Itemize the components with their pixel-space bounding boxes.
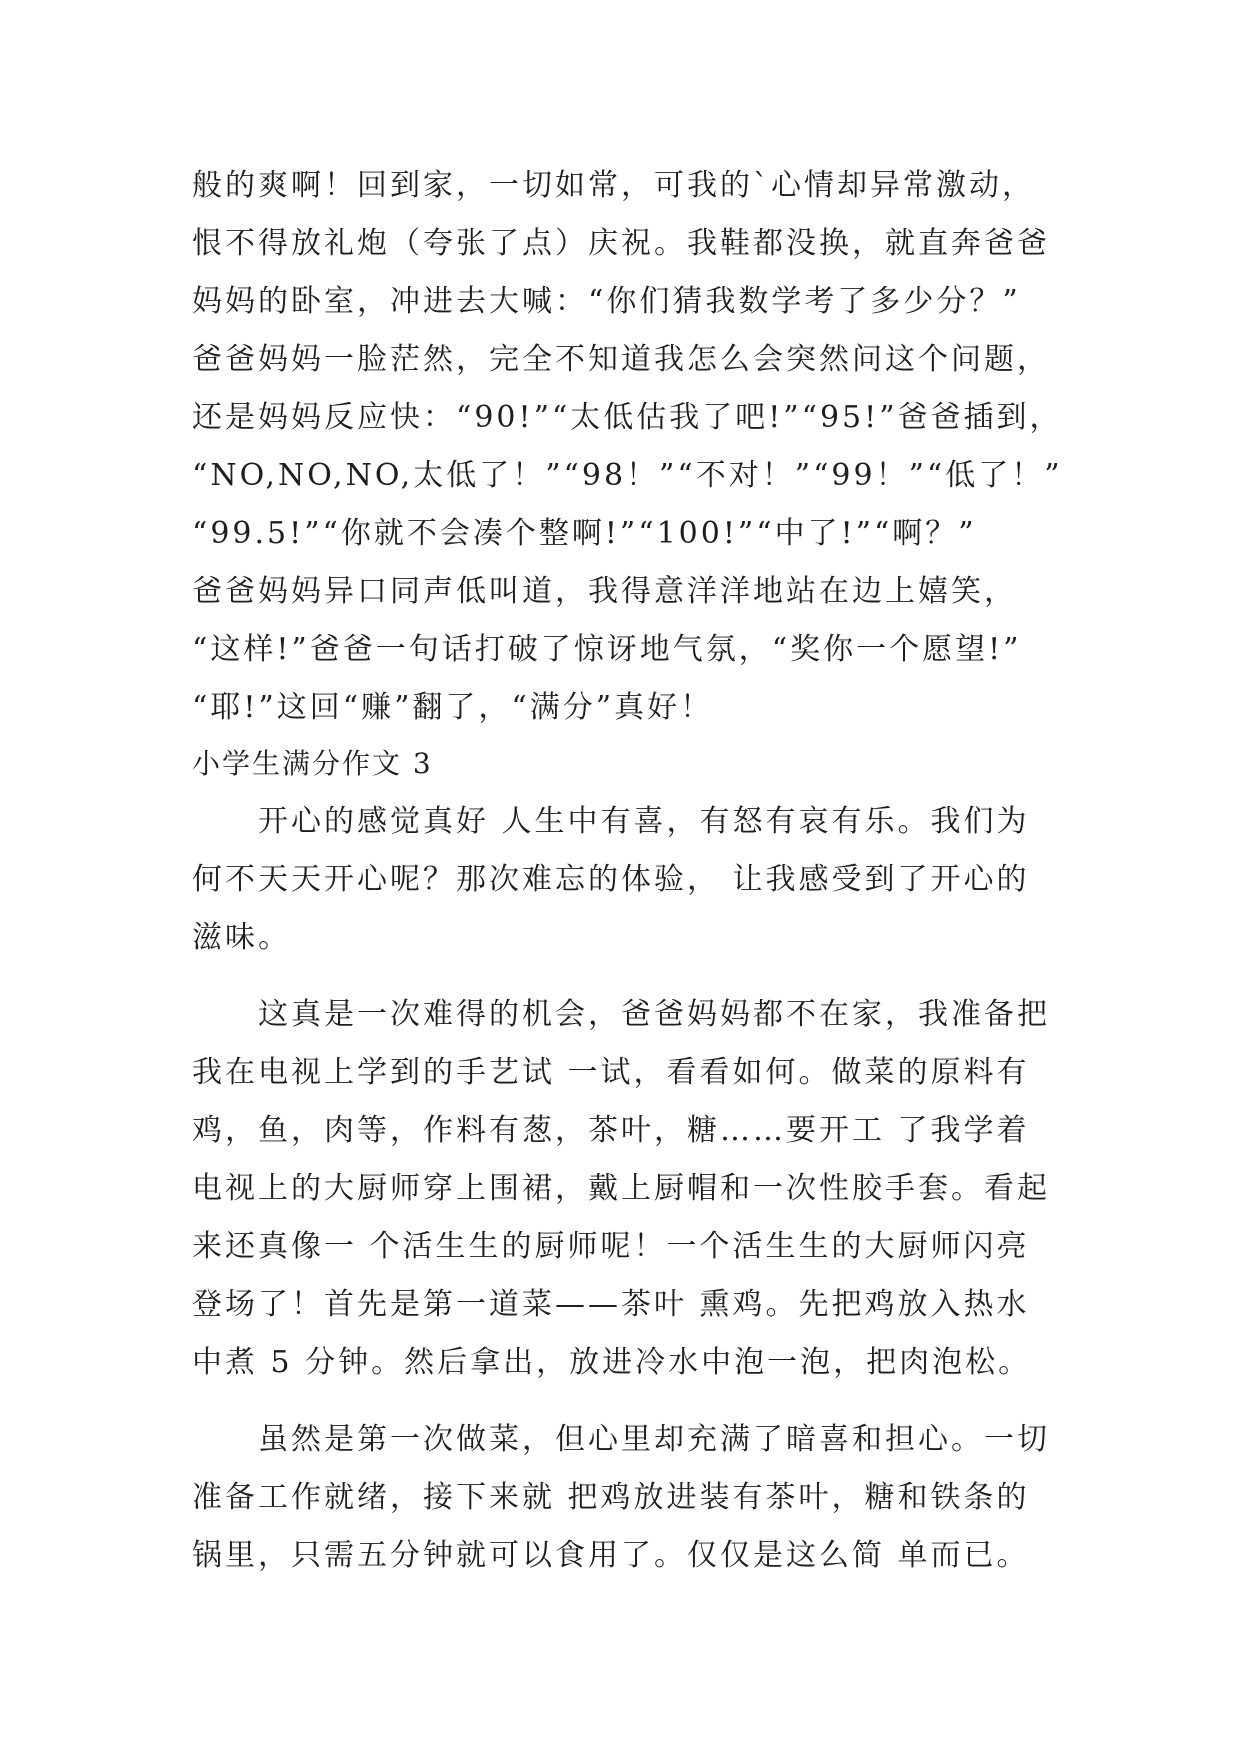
paragraph-line: 来还真像一 个活生生的厨师呢！一个活生生的大厨师闪亮 [192,1229,1030,1264]
paragraph-line: 何不天天开心呢？那次难忘的体验， 让我感受到了开心的 [192,862,1030,897]
paragraph-line: 准备工作就绪，接下来就 把鸡放进装有茶叶，糖和铁条的 [192,1480,1030,1515]
paragraph-line: 开心的感觉真好 人生中有喜，有怒有哀有乐。我们为 [192,804,1030,839]
body-line: “耶!”这回“赚”翻了，“满分”真好！ [192,690,714,725]
body-line: “99.5!”“你就不会凑个整啊!”“100!”“中了!”“啊？” [192,516,977,551]
body-line: 妈妈的卧室，冲进去大喊：“你们猜我数学考了多少分？” [192,284,1021,319]
body-line: 爸爸妈妈异口同声低叫道，我得意洋洋地站在边上嬉笑， [192,574,1017,609]
paragraph-line: 我在电视上学到的手艺试 一试，看看如何。做菜的原料有 [192,1055,1030,1090]
body-line: 般的爽啊！回到家，一切如常，可我的`心情却异常激动， [192,168,1035,203]
body-line: 爸爸妈妈一脸茫然，完全不知道我怎么会突然问这个问题， [192,342,1050,377]
body-line: 还是妈妈反应快：“90!”“太低估我了吧!”“95!”爸爸插到， [192,400,1063,435]
paragraph-line: 电视上的大厨师穿上围裙，戴上厨帽和一次性胶手套。看起 [192,1171,1050,1206]
paragraph-line: 鸡，鱼，肉等，作料有葱，茶叶，糖……要开工 了我学着 [192,1113,1030,1148]
paragraph-line: 滋味。 [192,920,291,955]
paragraph-line: 虽然是第一次做菜，但心里却充满了暗喜和担心。一切 [192,1422,1050,1457]
section-title: 小学生满分作文 3 [192,747,433,780]
body-line: “NO,NO,NO,太低了！”“98！”“不对！”“99！”“低了！” [192,458,1063,493]
body-line: 恨不得放礼炮（夸张了点）庆祝。我鞋都没换，就直奔爸爸 [192,226,1050,261]
body-line: “这样!”爸爸一句话打破了惊讶地气氛，“奖你一个愿望!” [192,632,1022,667]
paragraph-line: 中煮 5 分钟。然后拿出，放进冷水中泡一泡，把肉泡松。 [192,1345,1032,1380]
document-body [192,0,1092,1573]
paragraph-line: 锅里，只需五分钟就可以食用了。仅仅是这么简 单而已。 [192,1538,1030,1573]
paragraph-line: 这真是一次难得的机会，爸爸妈妈都不在家，我准备把 [192,997,1050,1032]
paragraph-line: 登场了！首先是第一道菜——茶叶 熏鸡。先把鸡放入热水 [192,1287,1030,1322]
